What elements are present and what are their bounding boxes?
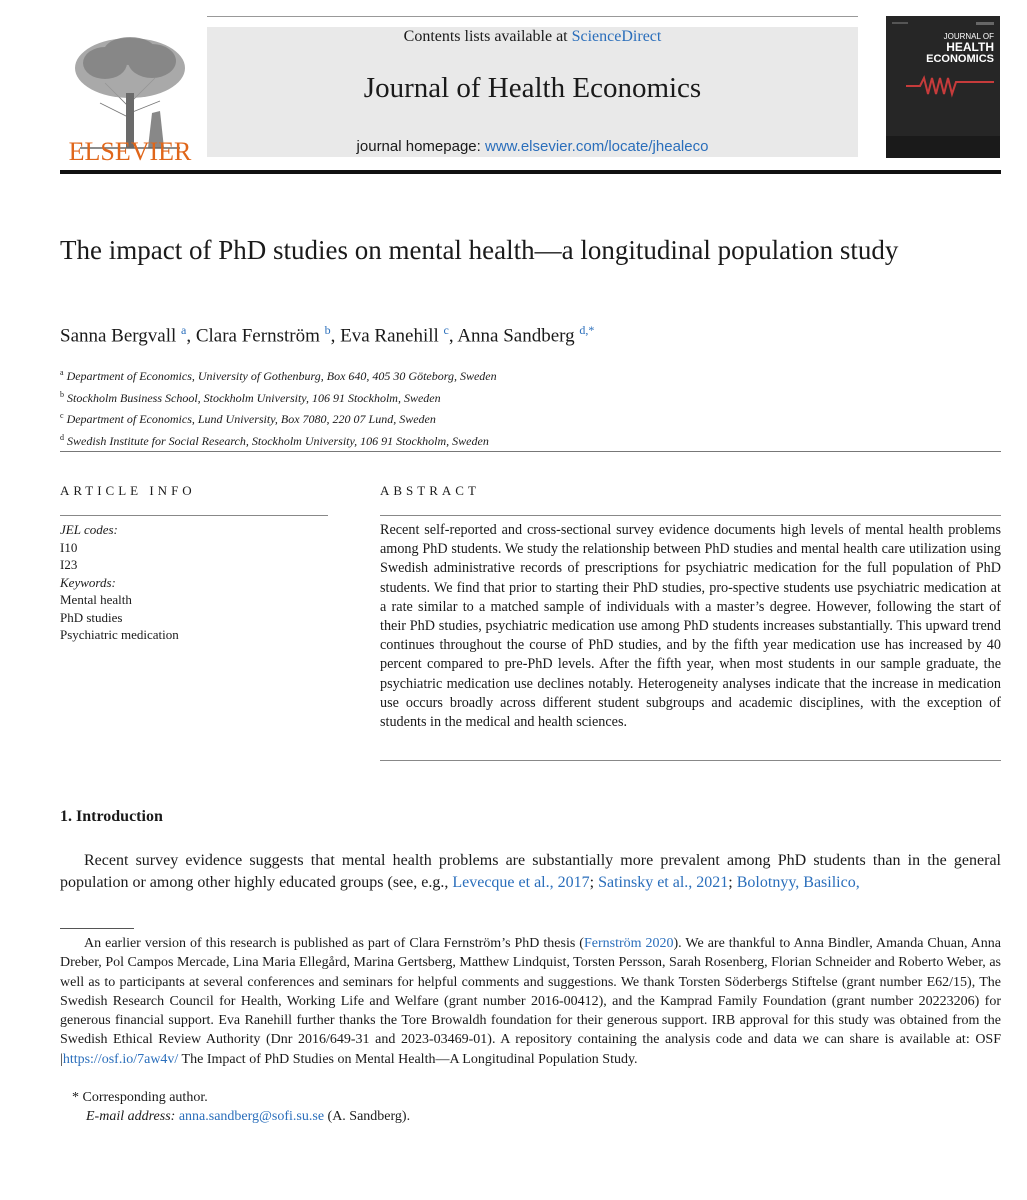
jel-code: I10 [60,539,78,555]
introduction-heading: 1. Introduction [60,808,163,825]
introduction-paragraph: Recent survey evidence suggests that mental health problems are substantially more prevalent among PhD students than in the general population or among other highly educated groups (see, e.g., Levecque et al., 2017; Satinsky et al., 2021; Bolotnyy, Basilico, [60,852,1001,891]
affiliation-item: $^b$ Stockholm Business School, Stockholm University, 106 91 Stockholm, Sweden [60,389,441,405]
author-name[interactable]: Clara Fernström [195,325,320,347]
affiliation-item: $^d$ Swedish Institute for Social Research, Stockholm University, 106 91 Stockholm, Sweden [60,432,489,448]
abstract-bottom-rule [380,760,1001,761]
header-thick-rule [60,170,1001,174]
cover-title-line-2: HEALTH [946,40,994,54]
contents-prefix: Contents lists available at [403,28,568,45]
corresponding-author-note: * Corresponding author. [72,1090,208,1105]
affiliation-item: $^c$ Department of Economics, Lund University, Box 7080, 220 07 Lund, Sweden [60,411,436,426]
paper-title: The impact of PhD studies on mental health—a longitudinal population study [60,235,899,265]
author-name[interactable]: Eva Ranehill [340,325,439,347]
abstract-text: Recent self-reported and cross-sectional survey evidence documents high levels of mental health problems among PhD students. We study the relationship between PhD studies and mental health care utilization using Swedish administrative records of prescriptions for psychiatric medication for the full population of PhD students. We find that prior to starting their PhD studies, pro-spective students use psychiatric medication at a rate similar to a matched sample of individuals with a master’s degree. However, following the start of their PhD studies, psychiatric medication use among PhD students increases substantially. This upward trend continues throughout the course of PhD studies, and by the fifth year medication use has increased by 40 percent compared to pre-PhD levels. After the fifth year, when most students in our sample graduate, the psychiatric medication use declines notably. Heterogeneity analyses indicate that the increase in medication use occurs broadly across different student subgroups and academic disciplines, with the exception of students in the medical and health sciences. [380,522,1001,731]
author-list: Sanna Bergvall $^a$, Clara Fernström $^b$, Eva Ranehill $^c$, Anna Sandberg $^{d,*}$ [60,323,595,347]
keyword: Mental health [60,592,132,607]
email-line: E-mail address: anna.sandberg@sofi.su.se (A. Sandberg). [86,1109,411,1124]
citation-link[interactable]: Bolotnyy, Basilico, [736,874,860,891]
keyword: PhD studies [60,609,123,625]
journal-title: Journal of Health Economics [363,72,702,104]
affiliation-item: $^a$ Department of Economics, University of Gothenburg, Box 640, 405 30 Göteborg, Sweden [60,368,497,383]
section-divider [60,451,1001,452]
author-affil-marker[interactable]: b [324,323,331,337]
affiliation-list [60,364,1001,450]
keyword: Psychiatric medication [60,627,179,642]
abstract-heading: ABSTRACT [380,483,480,498]
cover-title-line-3: ECONOMICS [926,53,994,65]
journal-homepage-link[interactable]: www.elsevier.com/locate/jhealeco [484,138,709,155]
article-info-heading: ARTICLE INFO [60,483,196,498]
author-affil-marker[interactable]: c [443,323,449,337]
footnote-rule [60,928,134,929]
article-info-rule [60,515,328,516]
publisher-wordmark: ELSEVIER [68,137,192,166]
homepage-line [207,138,858,155]
keywords-label: Keywords: [60,574,116,590]
journal-cover-thumbnail[interactable] [886,16,1000,158]
jel-label: JEL codes: [60,522,118,537]
header-top-rule [207,16,858,17]
acknowledgement-footnote: An earlier version of this research is published as part of Clara Fernström’s PhD thesis (Fernström 2020). We are thankful to Anna Bindler, Amanda Chuan, Anna Dreber, Pol Campos Mercade, Lina Maria Ellegård, Marina Gertsberg, Matthew Lindquist, Torsten Persson, Sarah Rosenberg, Florian Schneider and Roberto Weber, as well as to participants at several conferences and seminars for helpful comments and suggestions. We thank Torsten Söderbergs Stiftelse (grant number E62/15), The Swedish Research Council for Health, Working Life and Welfare (grant number 2016-00412), and the Kamprad Family Foundation (grant number 20223206) for generous financial support. Eva Ranehill further thanks the Tore Browaldh foundation for their generous support. IRB approval for this study was obtained from the Swedish Ethical Review Authority (Dnr 2016/649-31 and 2023-03469-01). A repository containing the analysis code and data we can share is available at: OSF |https://osf.io/7aw4v/ The Impact of PhD Studies on Mental Health—A Longitudinal Population Study. [60,936,1001,1067]
article-info-body [60,521,328,644]
jel-code: I23 [60,557,78,572]
osf-link[interactable]: https://osf.io/7aw4v/ [62,1051,179,1067]
cover-title-line-1: JOURNAL OF [943,32,994,41]
author-name[interactable]: Sanna Bergvall [60,325,177,347]
author-name[interactable]: Anna Sandberg [457,325,575,347]
sciencedirect-link[interactable]: ScienceDirect [571,28,662,45]
citation-link[interactable]: Levecque et al., 2017 [452,874,590,891]
citation-link[interactable]: Fernström 2020 [583,936,674,951]
homepage-prefix: journal homepage: [356,138,481,155]
citation-link[interactable]: Satinsky et al., 2021 [598,874,729,891]
author-affil-marker[interactable]: d,* [579,323,595,337]
email-label: E-mail address: [86,1109,176,1124]
abstract-top-rule [380,515,1001,516]
email-link[interactable]: anna.sandberg@sofi.su.se [178,1109,325,1124]
author-affil-marker[interactable]: a [181,323,187,337]
contents-line [207,28,858,46]
